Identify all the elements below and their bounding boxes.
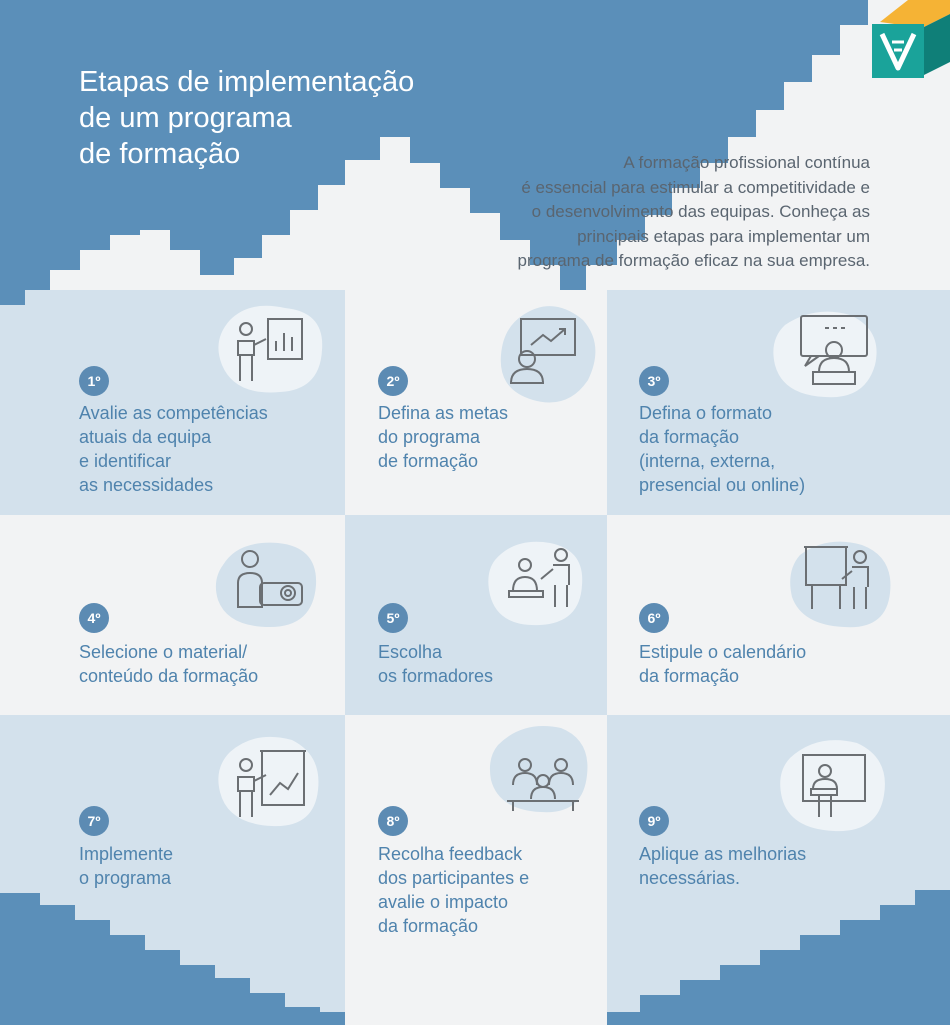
presenter-chart-icon — [232, 315, 312, 385]
intro-line-5: programa de formação eficaz na sua empresa. — [517, 251, 870, 270]
intro-line-1: A formação profissional contínua — [623, 153, 870, 172]
projector-icon — [232, 547, 307, 612]
step-3-label: Defina o formato da formação (interna, externa, presencial ou online) — [639, 403, 806, 495]
person-screen-icon — [797, 751, 872, 821]
step-8-label: Recolha feedback dos participantes e avalie o impacto da formação — [378, 844, 530, 936]
title-line-2: de um programa — [79, 102, 292, 134]
flipchart-presenter-icon — [802, 543, 877, 613]
step-5-badge: 5º — [378, 603, 408, 633]
step-4 — [0, 515, 345, 715]
intro-line-2: é essencial para estimular a competitividade e — [521, 177, 870, 197]
step-8 — [345, 715, 607, 975]
intro-line-4: principais etapas para implementar um — [577, 226, 870, 246]
step-7-label: Implemente o programa — [79, 844, 174, 888]
step-4-label: Selecione o material/ conteúdo da formação — [79, 642, 259, 686]
step-1 — [0, 290, 345, 515]
group-meeting-icon — [503, 755, 583, 815]
title-line-1: Etapas de implementação — [79, 66, 415, 98]
intro-text — [420, 151, 870, 274]
step-8-badge: 8º — [378, 806, 408, 836]
step-9 — [607, 715, 950, 955]
step-6-label: Estipule o calendário da formação — [639, 642, 807, 686]
step-1-badge: 1º — [79, 366, 109, 396]
step-2 — [345, 290, 607, 515]
brand-logo — [868, 0, 950, 82]
step-2-label: Defina as metas do programa de formação — [378, 403, 509, 471]
step-4-badge: 4º — [79, 603, 109, 633]
person-growth-chart-icon — [505, 315, 585, 390]
step-1-label: Avalie as competências atuais da equipa e identificar as necessidades — [79, 403, 268, 495]
step-7 — [0, 715, 345, 955]
step-5 — [345, 515, 607, 715]
step-2-badge: 2º — [378, 366, 408, 396]
step-9-label: Aplique as melhorias necessárias. — [639, 844, 807, 888]
step-3-badge: 3º — [639, 366, 669, 396]
step-9-badge: 9º — [639, 806, 669, 836]
presenter-board-icon — [232, 745, 312, 820]
step-6-badge: 6º — [639, 603, 669, 633]
online-video-call-icon — [797, 314, 872, 389]
step-6 — [607, 515, 950, 715]
trainer-student-icon — [505, 547, 580, 612]
step-7-badge: 7º — [79, 806, 109, 836]
step-5-label: Escolha os formadores — [378, 642, 494, 686]
step-3 — [607, 290, 950, 515]
intro-line-3: o desenvolvimento das equipas. Conheça as — [531, 202, 870, 221]
title-line-3: de formação — [79, 138, 241, 170]
